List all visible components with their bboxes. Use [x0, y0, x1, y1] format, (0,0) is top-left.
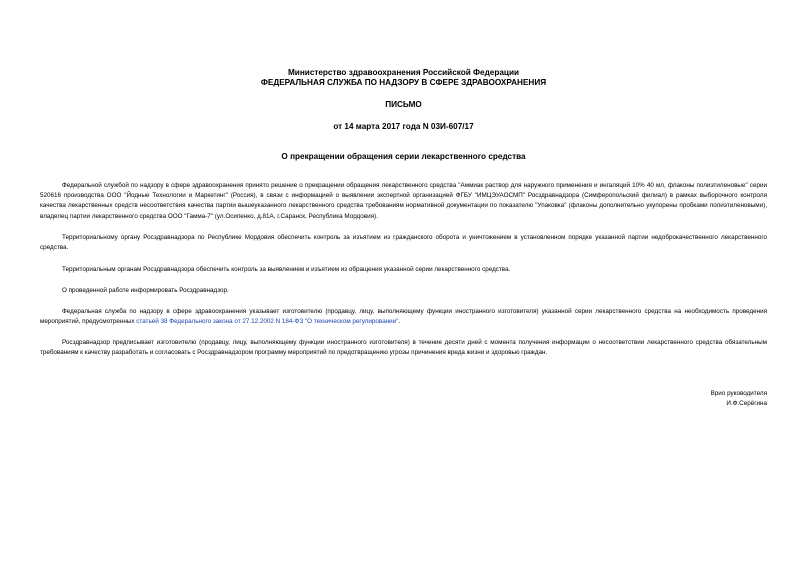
- paragraph-manufacturer-notice-end: .: [398, 318, 401, 326]
- service-title: ФЕДЕРАЛЬНАЯ СЛУЖБА ПО НАДЗОРУ В СФЕРЕ ЗДРАВООХРАНЕНИЯ: [260, 78, 547, 87]
- law-article-link[interactable]: статьей 38 Федерального закона от 27.12.2002 N 184-ФЗ "О техническом регулировании": [136, 318, 399, 326]
- paragraph-decision-text: Федеральной службой по надзору в сфере здравоохранения принято решение о прекращении обращения лекарственного средства "Аммиак раствор для наружного применения и ингаляций 10% 40 мл, флаконы полиэтиленовые" серии 520616 производства ООО "Йодные Технологии и Маркетинг" (Россия), в связи с информацией о выявлении экспертной организацией ФГБУ "ИМЦЭУАОСМП" Росздравнадзора (Симферопольский филиал) в рамках выборочного контроля качества лекарственных средств несоответствия качества партии вышеуказанного лекарственного средства требованиям нормативной документации по показателю "Упаковка" (флаконы дополнительно укупорены пробками полиэтиленовыми), владелец партии лекарственного средства ООО "Гамма-7" (ул.Осипенко, д.81А, г.Саранск, Республика Мордовия).: [40, 182, 767, 220]
- paragraph-prescription-text: Росздравнадзор предписывает изготовителю (продавцу, лицу, выполняющему функции иностранного изготовителя) в течение десяти дней с момента получения информации о несоответствии лекарственного средства обязательным требованиям к качеству разработать и согласовать с Росздравнадзором программу мероприятий по предотвращению угрозы причинения вреда жизни и здоровью граждан.: [40, 339, 767, 357]
- paragraph-territorial-control: [40, 265, 767, 275]
- document-type: ПИСЬМО: [385, 100, 422, 109]
- paragraph-mordovia-control: [40, 233, 767, 253]
- paragraph-prescription: [40, 338, 767, 358]
- document-date-number: от 14 марта 2017 года N 03И-607/17: [333, 122, 474, 131]
- paragraph-manufacturer-notice-start: Федеральная служба по надзору в сфере здравоохранения указывает изготовителю (продавцу, лицу, выполняющему функции иностранного изготовителя) указанной серии лекарственного средства на необходимость проведения мероприятий, предусмотренных: [40, 308, 767, 326]
- signature-name: И.Ф.Серёгина: [726, 400, 767, 407]
- document-subject: О прекращении обращения серии лекарственного средства: [281, 152, 526, 161]
- ministry-title: Министерство здравоохранения Российской Федерации: [287, 68, 520, 77]
- signature-position: Врио руководителя: [710, 390, 767, 397]
- paragraph-decision: [40, 181, 767, 222]
- paragraph-manufacturer-notice: [40, 307, 767, 327]
- paragraph-inform: [40, 286, 767, 296]
- paragraph-territorial-control-text: Территориальным органам Росздравнадзора обеспечить контроль за выявлением и изъятием из обращения указанной серии лекарственного средства.: [62, 266, 511, 273]
- paragraph-manufacturer-notice-text: [40, 307, 767, 327]
- paragraph-inform-text: О проведенной работе информировать Росздравнадзор.: [62, 287, 229, 294]
- paragraph-mordovia-control-text: Территориальному органу Росздравнадзора по Республике Мордовия обеспечить контроль за изъятием из гражданского оборота и уничтожением в установленном порядке указанной партии недоброкачественного лекарственного средства.: [40, 234, 767, 252]
